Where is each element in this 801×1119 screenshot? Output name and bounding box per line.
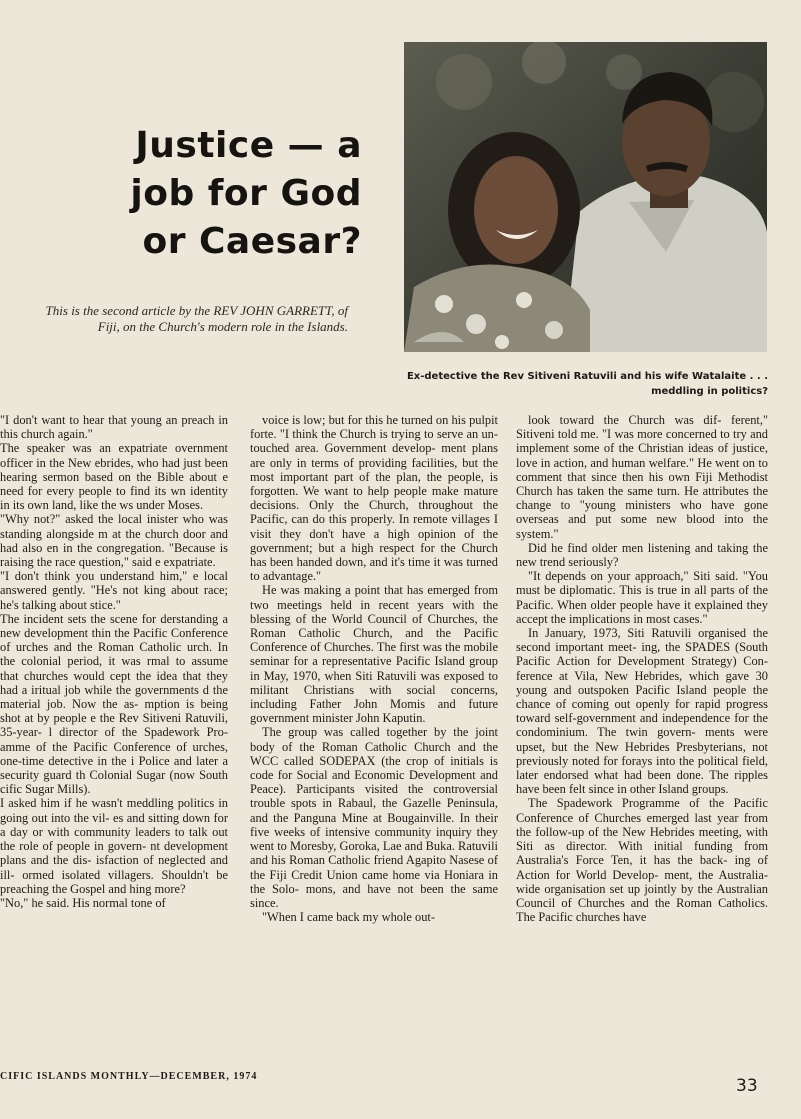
text-column-3 (516, 413, 768, 1063)
article-intro: This is the second article by the REV JOHN GARRETT, of Fiji, on the Church's modern role in the Islands. (45, 303, 348, 334)
paragraph: "When I came back my whole out- (262, 910, 435, 925)
article-photo (404, 42, 767, 352)
article-title: Justice — a job for God or Caesar? (130, 125, 362, 262)
page-number: 33 (736, 1076, 758, 1096)
paragraph: voice is low; but for this he turned on his pulpit forte. "I think the Church is trying to serve an un- touched area. Government develop- ment plans are only in terms of providing facilities, but the most important part of the plan, the people, is forgotten. We want to help people make mature decisions. Only the Church, throughout the Pacific, can do this properly. In remote villages I visit they don't have a high opinion of the government; but a high respect for the Church has been handed down, and it's time it was turned to advantage." (250, 413, 498, 584)
paragraph: I asked him if he wasn't meddling politics in going out into the vil- es and sitting down for a day or with community leaders to talk out the role of people in govern- nt development plans and the dis- isfaction of neglected and ill- ormed isolated villagers. Shouldn't be preaching the Gospel and hing more? (0, 796, 228, 896)
paragraph: Did he find older men listening and taking the new trend seriously? (516, 540, 768, 570)
photo-caption: Ex-detective the Rev Sitiveni Ratuvili and his wife Watalaite . . . meddling in politics? (406, 371, 768, 397)
paragraph: He was making a point that has emerged from two meetings held in recent years with the blessing of the World Council of Churches, the Roman Catholic Church, and the Pacific Conference of Churches. The first was the mobile seminar for a representative Pacific Island group in May, 1970, when Siti Ratuvili was exposed to militant Christians with social concerns, including Father John Momis and future government minister John Kaputin. (250, 583, 498, 726)
text-column-1 (0, 413, 228, 1063)
paragraph: The group was called together by the joint body of the Roman Catholic Church and the WCC called SODEPAX (the crop of initials is code for Social and Economic Development and Peace). Participants visited the controversial trouble spots in Rabaul, the Gazelle Peninsula, and the Panguna Mine at Bougainville. In their five weeks of intensive community inquiry they went to Moresby, Goroka, Lae and Buka. Ratuvili and his Roman Catholic friend Agapito Nasese of the Fiji Credit Union came home via Honiara in the Solo- mons, and have not been the same since. (250, 725, 498, 910)
paragraph: In January, 1973, Siti Ratuvili organised the second important meet- ing, the SPADES (South Pacific Action for Development Strategy) Con- ference at Vila, New Hebrides, which gave 30 young and outspoken Pacific Island people the chance of coming out openly for rapid progress toward self-government and independence for the condominium. The twin govern- ments were upset, but the New Hebrides Presbyterians, not previously noted for forays into the political field, later endorsed what had been done. The ripples have been felt since in other Island groups. (516, 626, 768, 797)
paragraph: "No," he said. His normal tone of (0, 895, 166, 910)
paragraph: "Why not?" asked the local inister who was standing alongside m at the church door and had also en in the congregation. "Because is raising the race question," said e expatriate. (0, 512, 228, 570)
page-footer: CIFIC ISLANDS MONTHLY—DECEMBER, 1974 (0, 1071, 258, 1082)
paragraph: The Spadework Programme of the Pacific Conference of Churches emerged last year from the follow-up of the New Hebrides meeting, with Siti as director. With initial funding from Australia's Force Ten, it has the back- ing of Action for World Develop- ment, the Australia-wide organisation set up jointly by the Australian Council of Churches and the Roman Catholics. The Pacific churches have (516, 796, 768, 925)
text-column-2 (250, 413, 498, 1063)
paragraph: look toward the Church was dif- ferent," Sitiveni told me. "I was more concerned to try and implement some of the Christian ideas of justice, love in action, and human welfare." He went on to comment that since then his own Fiji Methodist Church has taken the same turn. He attributes the change to "young ministers who have gone overseas and put some new blood into the system." (516, 413, 768, 541)
paragraph: "It depends on your approach," Siti said. "You must be diplomatic. This is true in all parts of the Pacific. When older people have it explained they accept the implications in most cases." (516, 569, 768, 626)
paragraph: "I don't want to hear that young an preach in this church again." (0, 413, 228, 442)
paragraph: The incident sets the scene for derstanding a new development thin the Pacific Conference of urches and the Roman Catholic urch. In the colonial period, it was rmal to assume that churches would cept the idea that they had a iritual job while the governments d the material job. Now the as- mption is being shot at by people e the Rev Sitiveni Ratuvili, 35-year- l director of the Spadework Pro- amme of the Pacific Conference of urches, one-time detective in the i Police and later a security guard th Colonial Sugar (now South cific Sugar Mills). (0, 611, 228, 797)
couple-photo-illustration (404, 42, 767, 352)
paragraph: "I don't think you understand him," e local answered gently. "He's not king about race; he's talking about stice." (0, 569, 228, 612)
paragraph: The speaker was an expatriate overnment officer in the New ebrides, who had just been hearing sermon based on the Bible about e need for every people to find its wn identity in its own land, like the ws under Moses. (0, 441, 228, 513)
